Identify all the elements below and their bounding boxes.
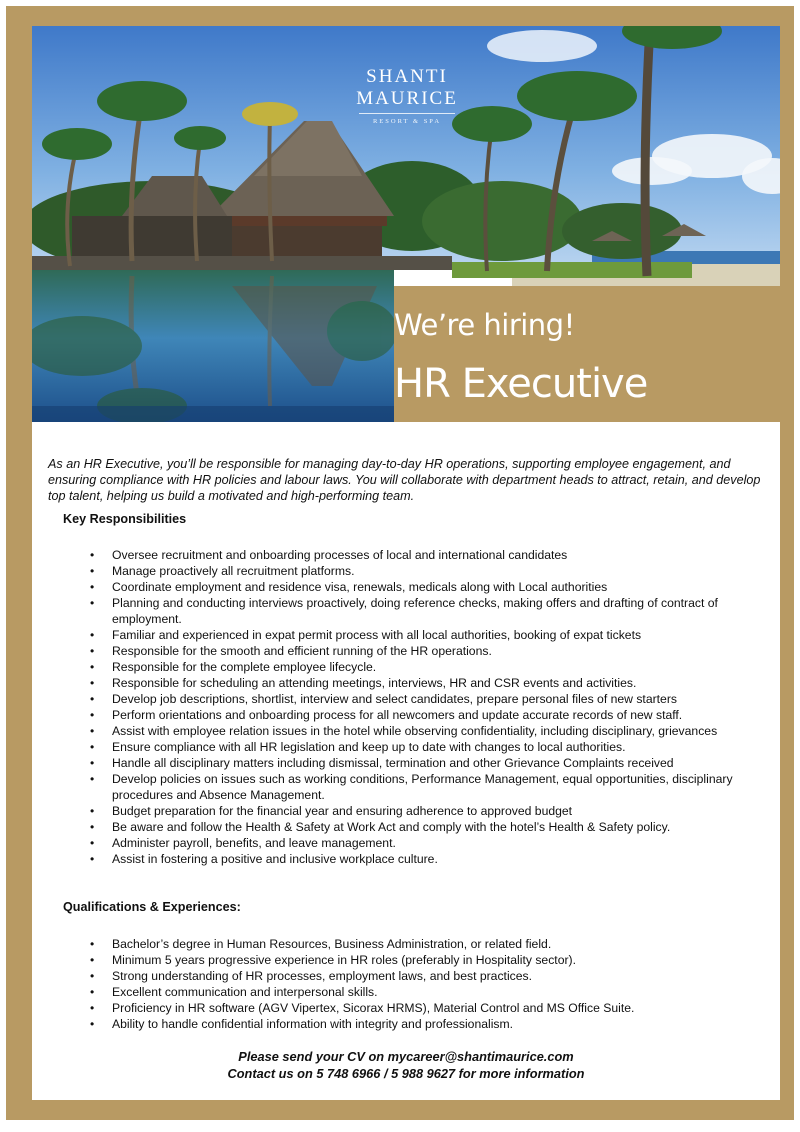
list-item: • Administer payroll, benefits, and leave management. [88,835,738,851]
list-item: • Ability to handle confidential information with integrity and professionalism. [88,1016,738,1032]
list-item: • Bachelor’s degree in Human Resources, Business Administration, or related field. [88,936,738,952]
resort-logo [312,66,502,125]
list-item: • Manage proactively all recruitment platforms. [88,563,738,579]
poster-body [32,26,780,1100]
responsibilities-list [88,547,738,867]
hiring-headline: We’re hiring! [394,308,575,342]
list-item: • Planning and conducting interviews proactively, doing reference checks, making offers and drafting of contract of employment. [88,595,738,627]
list-item: • Assist with employee relation issues in the hotel while observing confidentiality, including disciplinary, grievances [88,723,738,739]
list-item: • Minimum 5 years progressive experience in HR roles (preferably in Hospitality sector). [88,952,738,968]
list-item: • Coordinate employment and residence visa, renewals, medicals along with Local authorities [88,579,738,595]
list-item: • Be aware and follow the Health & Safety at Work Act and comply with the hotel’s Health & Safety policy. [88,819,738,835]
list-item: • Develop job descriptions, shortlist, interview and select candidates, prepare personal files of new starters [88,691,738,707]
list-item: • Familiar and experienced in expat permit process with all local authorities, booking of expat tickets [88,627,738,643]
job-title: HR Executive [394,361,648,407]
logo-name: SHANTI MAURICE [356,66,458,109]
list-item: • Handle all disciplinary matters including dismissal, termination and other Grievance Complaints received [88,755,738,771]
poster-frame [6,6,794,1120]
list-item: • Excellent communication and interpersonal skills. [88,984,738,1000]
list-item: • Assist in fostering a positive and inclusive workplace culture. [88,851,738,867]
qualifications-heading: Qualifications & Experiences: [63,900,241,914]
list-item: • Proficiency in HR software (AGV Vipertex, Sicorax HRMS), Material Control and MS Office Suite. [88,1000,738,1016]
list-item: • Budget preparation for the financial year and ensuring adherence to approved budget [88,803,738,819]
hero-photo [32,26,780,422]
logo-divider [359,113,455,114]
responsibilities-heading: Key Responsibilities [63,512,187,526]
list-item: • Responsible for the smooth and efficient running of the HR operations. [88,643,738,659]
list-item: • Ensure compliance with all HR legislation and keep up to date with changes to local authorities. [88,739,738,755]
job-intro: As an HR Executive, you’ll be responsible for managing day-to-day HR operations, supporting employee engagement, and ensuring compliance with HR policies and labour laws. You will collaborate with department heads to attract, retain, and develop top talent, helping us build a motivated and high-performing team. [48,457,761,503]
list-item: • Responsible for scheduling an attending meetings, interviews, HR and CSR events and activities. [88,675,738,691]
list-item: • Oversee recruitment and onboarding processes of local and international candidates [88,547,738,563]
list-item: • Develop policies on issues such as working conditions, Performance Management, equal opportunities, disciplinary procedures and Absence Management. [88,771,738,803]
list-item: • Responsible for the complete employee lifecycle. [88,659,738,675]
qualifications-list [88,936,738,1032]
contact-phone: Contact us on 5 748 6966 / 5 988 9627 for more information [227,1066,585,1081]
list-item: • Strong understanding of HR processes, employment laws, and best practices. [88,968,738,984]
list-item: • Perform orientations and onboarding process for all newcomers and update accurate records of new staff. [88,707,738,723]
contact-email: Please send your CV on mycareer@shantimaurice.com [238,1049,574,1064]
logo-subtitle: RESORT & SPA [372,118,442,125]
